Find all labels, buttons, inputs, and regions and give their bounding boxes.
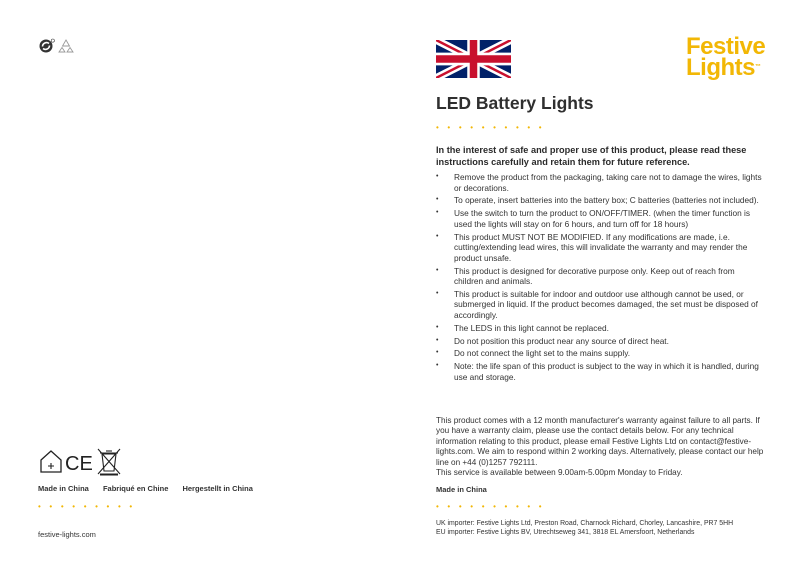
made-in-china-right: Made in China bbox=[436, 485, 487, 494]
warranty-section bbox=[436, 416, 771, 478]
recycle-info-icon bbox=[40, 39, 55, 53]
intro-text: In the interest of safe and proper use of this product, please read these instructions carefully and retain them for future reference. bbox=[436, 145, 747, 167]
union-jack-flag bbox=[436, 40, 511, 78]
instruction-item: • This product is designed for decorative purpose only. Keep out of reach from children and animals. bbox=[436, 266, 766, 287]
logo-line2: Lights bbox=[686, 54, 755, 81]
uk-importer: UK importer: Festive Lights Ltd, Preston Road, Charnock Richard, Chorley, Lancashire, PR7 5HH bbox=[436, 520, 734, 527]
warranty-text: This product comes with a 12 month manufacturer's warranty against failure to all parts. If you have a warranty claim, please use the contact details below. For any technical information relating to this product, please email Festive Lights Ltd on contact@festive-lights.com. We aim to respond within 2 working days. Alternatively, please contact our help line on +44 (0)1257 792111. bbox=[436, 416, 764, 467]
instruction-item: • Do not connect the light set to the mains supply. bbox=[436, 348, 766, 359]
instruction-item: • Remove the product from the packaging, taking care not to damage the wires, lights or decorations. bbox=[436, 172, 766, 193]
indoor-use-icon bbox=[41, 451, 61, 472]
logo-trademark: ™ bbox=[755, 64, 761, 70]
instruction-item: • This product MUST NOT BE MODIFIED. If any modifications are made, i.e. cutting/extending lead wires, this will invalidate the warranty and may render the product unsafe. bbox=[436, 232, 766, 264]
instruction-item: • Do not position this product near any source of direct heat. bbox=[436, 336, 766, 347]
importer-details bbox=[436, 520, 733, 537]
brand-logo bbox=[686, 33, 766, 81]
recyclable-icon bbox=[59, 40, 73, 52]
service-hours: This service is available between 9.00am-5.00pm Monday to Friday. bbox=[436, 468, 683, 478]
left-dot-divider: • • • • • • • • • bbox=[38, 502, 136, 511]
website-url: festive-lights.com bbox=[38, 530, 96, 539]
right-dot-divider: • • • • • • • • • • bbox=[436, 502, 545, 511]
instruction-item: • To operate, insert batteries into the battery box; C batteries (batteries not included). bbox=[436, 195, 766, 206]
instruction-item: • Use the switch to turn the product to ON/OFF/TIMER. (when the timer function is used the lights will stay on for 6 hours, and turn off for 18 hours) bbox=[436, 208, 766, 229]
made-in-fr: Fabriqué en Chine bbox=[102, 484, 169, 493]
ce-mark-icon bbox=[65, 453, 93, 475]
recycling-symbols bbox=[38, 38, 78, 54]
made-in-de: Hergestellt in China bbox=[182, 484, 253, 493]
made-in-labels bbox=[38, 484, 265, 493]
instruction-list bbox=[436, 172, 766, 385]
instruction-item: • Note: the life span of this product is subject to the way in which it is handled, during use and storage. bbox=[436, 361, 766, 382]
title-dot-divider: • • • • • • • • • • bbox=[436, 123, 545, 132]
instruction-item: • This product is suitable for indoor and outdoor use although cannot be used, or submerged in liquid. If the product becomes damaged, the set must be disposed of accordingly. bbox=[436, 289, 766, 321]
instruction-item: • The LEDS in this light cannot be replaced. bbox=[436, 323, 766, 334]
svg-text:CE: CE bbox=[65, 453, 93, 475]
page-title: LED Battery Lights bbox=[436, 93, 594, 113]
weee-bin-icon bbox=[98, 449, 120, 476]
certification-marks bbox=[38, 446, 128, 476]
eu-importer: EU importer: Festive Lights BV, Utrechtseweg 341, 3818 EL Amersfoort, Netherlands bbox=[436, 528, 695, 536]
logo-line1: Festive bbox=[686, 33, 766, 60]
made-in-en: Made in China bbox=[38, 484, 89, 493]
